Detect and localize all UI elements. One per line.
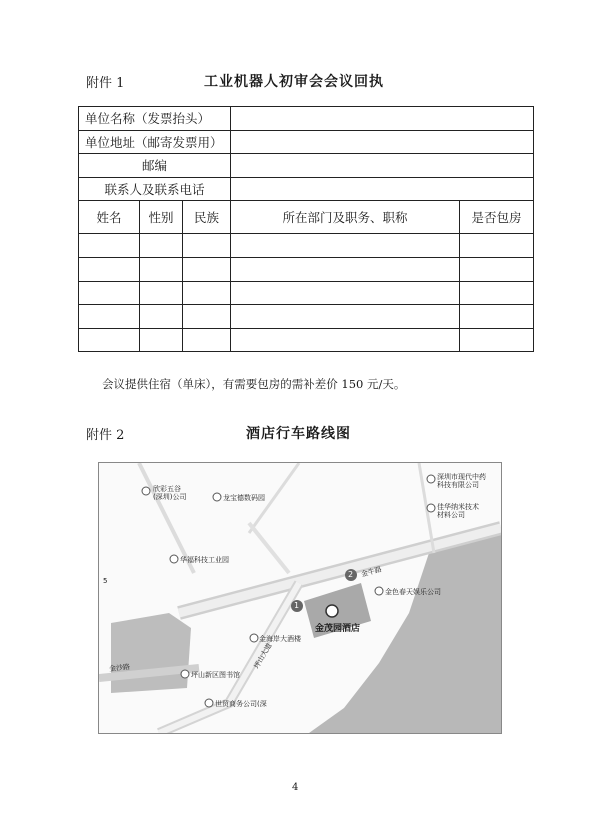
poi-marker <box>250 634 258 642</box>
cell[interactable] <box>230 281 459 305</box>
cell[interactable] <box>460 328 534 352</box>
unit-name-row <box>79 107 534 131</box>
label-shenzhen-modern: 深圳市现代中药 科技有限公司 <box>437 473 486 489</box>
poi-marker <box>375 587 383 595</box>
minor-road <box>249 523 289 573</box>
accommodation-note: 会议提供住宿（单床），有需要包房的需补差价 150 元/天。 <box>102 377 406 391</box>
postcode-label: 邮编 <box>79 154 231 178</box>
label-jinniu-road: 金牛路 <box>360 565 383 579</box>
attachment1-title: 工业机器人初审会会议回执 <box>204 74 384 90</box>
registration-form <box>78 106 534 352</box>
poi-marker <box>181 670 189 678</box>
cell[interactable] <box>182 305 230 329</box>
poi-marker <box>213 493 221 501</box>
cell[interactable] <box>139 305 182 329</box>
cell[interactable] <box>230 328 459 352</box>
label-shimao: 世贸商务公司(深 <box>215 700 267 708</box>
col-room: 是否包房 <box>460 201 534 234</box>
cell[interactable] <box>230 234 459 258</box>
cell[interactable] <box>460 234 534 258</box>
hotel-marker <box>326 605 338 617</box>
label-longbao: 龙宝德数码园 <box>223 494 265 502</box>
label-xincai: 欣彩五谷 (深圳)公司 <box>153 485 187 501</box>
postcode-field[interactable] <box>230 154 533 178</box>
postcode-row <box>79 154 534 178</box>
cell[interactable] <box>139 281 182 305</box>
cell[interactable] <box>460 305 534 329</box>
column-header-row <box>79 201 534 234</box>
col-department: 所在部门及职务、职称 <box>230 201 459 234</box>
col-ethnicity: 民族 <box>182 201 230 234</box>
label-huafu: 华福科技工业园 <box>180 556 229 564</box>
label-jiahua: 佳华纳米技术 材料公司 <box>437 503 479 519</box>
cell[interactable] <box>79 234 140 258</box>
contact-row <box>79 177 534 201</box>
label-hotel: 金茂园酒店 <box>315 624 361 634</box>
table-row <box>79 281 534 305</box>
label-library: 坪山新区图书馆 <box>191 671 240 679</box>
poi-marker <box>427 504 435 512</box>
cell[interactable] <box>79 305 140 329</box>
unit-name-label: 单位名称（发票抬头） <box>79 107 231 131</box>
attachment2-label: 附件 2 <box>86 428 125 443</box>
table-row <box>79 257 534 281</box>
table-row <box>79 305 534 329</box>
poi-marker <box>170 555 178 563</box>
col-name: 姓名 <box>79 201 140 234</box>
table-row <box>79 234 534 258</box>
cell[interactable] <box>182 328 230 352</box>
label-jinhai: 金海岸大酒楼 <box>259 635 301 643</box>
table-row <box>79 328 534 352</box>
page-number: 4 <box>292 782 299 793</box>
contact-label: 联系人及联系电话 <box>79 177 231 201</box>
attachment1-label: 附件 1 <box>86 76 125 91</box>
label-pingshan-road: 坪山大道 <box>252 641 274 671</box>
label-jinsha-road: 金沙路 <box>108 662 131 674</box>
cell[interactable] <box>79 257 140 281</box>
cell[interactable] <box>460 281 534 305</box>
cell[interactable] <box>79 328 140 352</box>
attachment2-title: 酒店行车路线图 <box>246 426 351 442</box>
cell[interactable] <box>230 257 459 281</box>
cell[interactable] <box>182 234 230 258</box>
cell[interactable] <box>230 305 459 329</box>
route-map <box>98 462 502 734</box>
cell[interactable] <box>139 257 182 281</box>
poi-marker <box>427 475 435 483</box>
cell[interactable] <box>182 257 230 281</box>
poi-marker <box>205 699 213 707</box>
cell[interactable] <box>139 234 182 258</box>
poi-marker <box>142 487 150 495</box>
route-marker-2-label: 2 <box>348 570 354 579</box>
contact-field[interactable] <box>230 177 533 201</box>
map-area-library <box>108 613 191 693</box>
cell[interactable] <box>460 257 534 281</box>
col-gender: 性别 <box>139 201 182 234</box>
cell[interactable] <box>182 281 230 305</box>
cell[interactable] <box>79 281 140 305</box>
cell[interactable] <box>139 328 182 352</box>
label-road-s: 5 <box>103 577 108 585</box>
label-jinse: 金色春天娱乐公司 <box>385 588 441 596</box>
unit-address-row <box>79 130 534 154</box>
unit-address-field[interactable] <box>230 130 533 154</box>
unit-name-field[interactable] <box>230 107 533 131</box>
unit-address-label: 单位地址（邮寄发票用） <box>79 130 231 154</box>
route-marker-1-label: 1 <box>294 601 300 610</box>
